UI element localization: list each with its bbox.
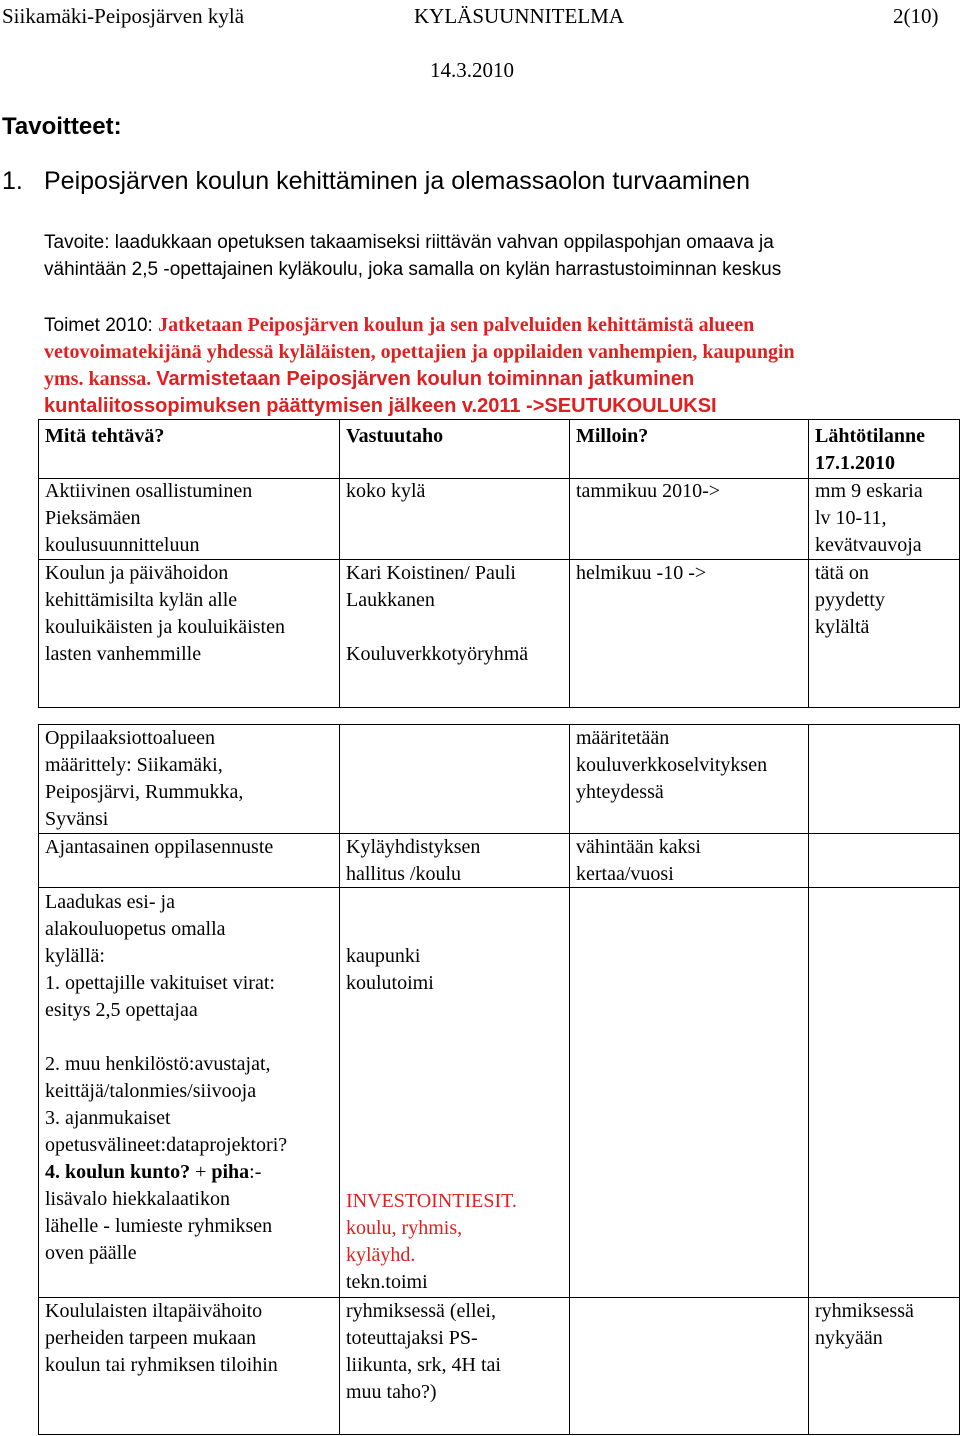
t1-r1-task: Aktiivinen osallistuminen Pieksämäen koulusuunnitteluun	[45, 480, 253, 556]
t1-r1-when: tammikuu 2010->	[576, 480, 721, 502]
section-title: Tavoitteet:	[2, 113, 122, 140]
toimet-text-3b: Varmistetaan Peiposjärven koulun toiminnan jatkuminen	[156, 368, 695, 390]
t1-r1-responsible: koko kylä	[346, 480, 426, 502]
toimet-line-1	[44, 314, 754, 337]
toimet-line-3	[44, 368, 694, 391]
header-center: KYLÄSUUNNITELMA	[414, 4, 624, 28]
t2-r1-when: määritetään kouluverkkoselvityksen yhteydessä	[576, 727, 768, 803]
t2-r2-task: Ajantasainen oppilasennuste	[45, 836, 274, 858]
t2-r3-responsible: kaupunki koulutoimi	[346, 945, 434, 994]
tavoite-line-1: Tavoite: laadukkaan opetuksen takaamiseksi riittävän vahvan oppilaspohjan omaava ja	[44, 232, 774, 253]
th-baseline-date: 17.1.2010	[815, 452, 895, 474]
toimet-label: Toimet 2010:	[44, 315, 159, 336]
toimet-text-4: kuntaliitossopimuksen päättymisen jälkeen v.2011 ->SEUTUKOULUKSI	[44, 395, 717, 417]
goal-title: Peiposjärven koulun kehittäminen ja olemassaolon turvaaminen	[44, 167, 750, 195]
th-baseline: Lähtötilanne	[815, 425, 926, 447]
header-left: Siikamäki-Peiposjärven kylä	[2, 4, 245, 28]
goal-number: 1.	[2, 167, 23, 195]
t2-r4-task: Koululaisten iltapäivähoito perheiden tarpeen mukaan koulun tai ryhmiksen tiloihin	[45, 1300, 278, 1376]
th-when: Milloin?	[576, 425, 649, 447]
t2-r3-tech-office: tekn.toimi	[346, 1271, 428, 1293]
t1-r2-baseline: tätä on pyydetty kylältä	[815, 562, 885, 638]
t1-r2-when: helmikuu -10 ->	[576, 562, 707, 584]
header-date: 14.3.2010	[430, 58, 514, 82]
t2-r4-responsible: ryhmiksessä (ellei, toteuttajaksi PS- liikunta, srk, 4H tai muu taho?)	[346, 1300, 501, 1403]
t2-r3-investment-note: INVESTOINTIESIT. koulu, ryhmis, kyläyhd.	[346, 1190, 517, 1266]
t1-r2-task: Koulun ja päivähoidon kehittämisilta kylän alle kouluikäisten ja kouluikäisten lasten vanhemmille	[45, 562, 285, 665]
header-page-number: 2(10)	[893, 4, 939, 28]
t2-r2-responsible: Kyläyhdistyksen hallitus /koulu	[346, 836, 481, 885]
th-task: Mitä tehtävä?	[45, 425, 165, 447]
th-responsible: Vastuutaho	[346, 425, 444, 447]
t2-r2-when: vähintään kaksi kertaa/vuosi	[576, 836, 701, 885]
toimet-text-2: vetovoimatekijänä yhdessä kyläläisten, opettajien ja oppilaiden vanhempien, kaupungin	[44, 341, 795, 363]
t1-r1-baseline: mm 9 eskaria lv 10-11, kevätvauvoja	[815, 480, 923, 556]
t2-r1-task: Oppilaaksiottoalueen määrittely: Siikamäki, Peiposjärvi, Rummukka, Syvänsi	[45, 727, 244, 830]
tavoite-line-2: vähintään 2,5 -opettajainen kyläkoulu, joka samalla on kylän harrastustoiminnan keskus	[44, 259, 782, 280]
t1-r2-responsible: Kari Koistinen/ Pauli Laukkanen Kouluverkkotyöryhmä	[346, 562, 529, 665]
t2-r4-baseline: ryhmiksessä nykyään	[815, 1300, 914, 1349]
toimet-text-1: Jatketaan Peiposjärven koulun ja sen palveluiden kehittämistä alueen	[158, 314, 755, 336]
toimet-text-3a: yms. kanssa.	[44, 368, 157, 390]
t2-r3-task: Laadukas esi- ja alakouluopetus omalla kylällä: 1. opettajille vakituiset virat: esitys 2,5 opettajaa 2. muu henkilöstö:avustajat, keittäjä/talonmies/siivooja 3. ajanmukaiset opetusvälineet:dataprojektori? 4. koulun kunto? + piha:- lisävalo hiekkalaatikon lähelle - lumieste ryhmiksen oven päälle	[45, 891, 288, 1264]
